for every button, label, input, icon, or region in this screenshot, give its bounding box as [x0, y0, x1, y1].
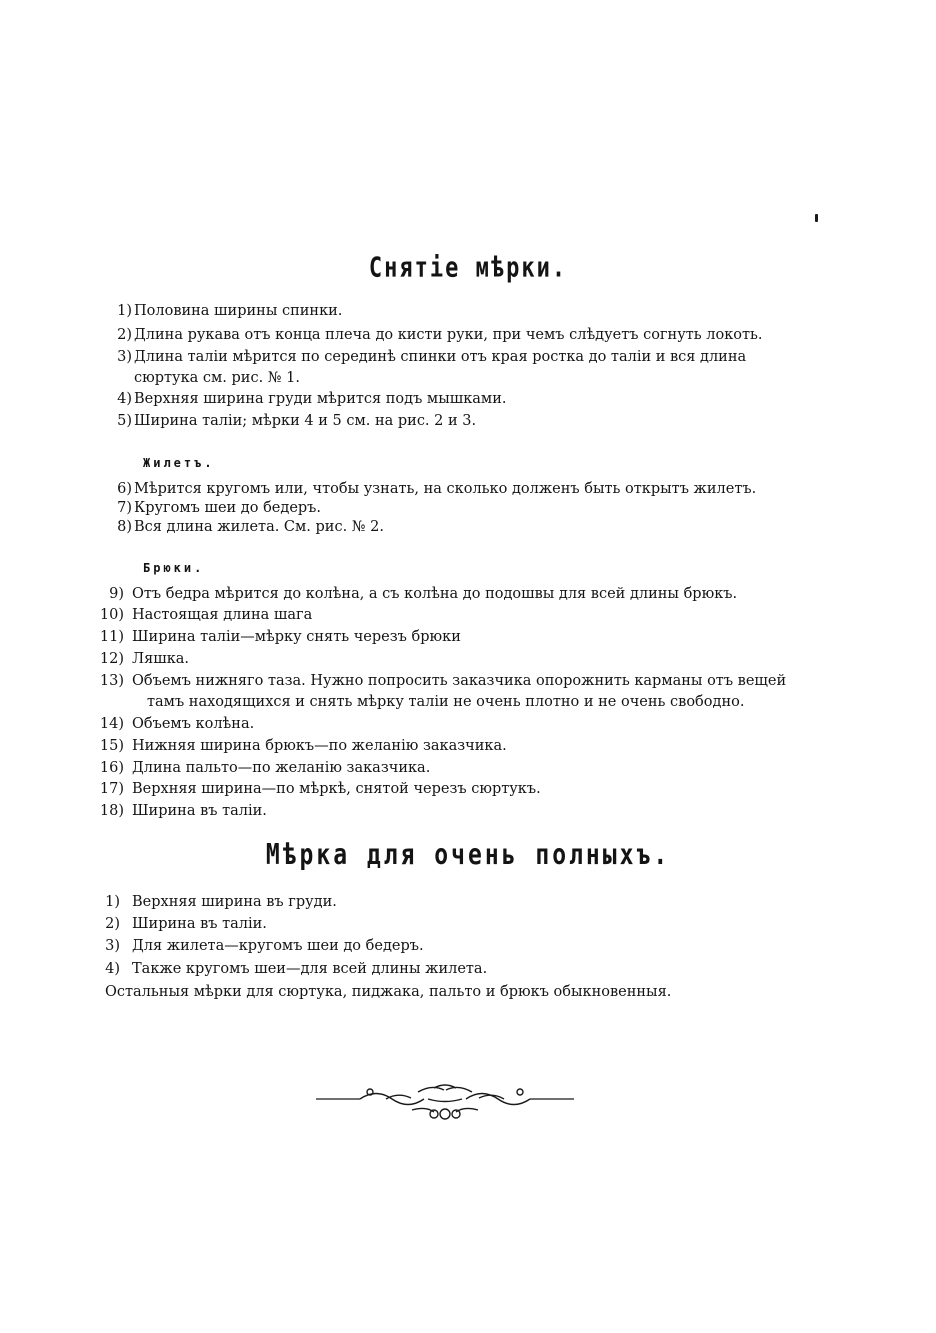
item-text: Вся длина жилета. См. рис. № 2.	[134, 519, 384, 535]
item-text: Ширина таліи; мѣрки 4 и 5 см. на рис. 2 и 3.	[134, 413, 477, 429]
fleuron-divider-icon	[316, 1080, 574, 1128]
item-number: 13)	[99, 673, 124, 689]
item-number: 8)	[117, 519, 132, 535]
item-text: Ляшка.	[132, 651, 190, 667]
item-number: 18)	[99, 803, 124, 819]
item-number: 1)	[105, 894, 120, 910]
item-number: 4)	[117, 391, 132, 407]
item-text: Ширина въ таліи.	[132, 803, 267, 819]
section-heading: Мѣрка для очень полныхъ.	[265, 838, 671, 872]
item-number: 1)	[117, 303, 132, 319]
item-number: 11)	[99, 629, 124, 645]
item-text: Верхняя ширина въ груди.	[132, 894, 337, 910]
item-number: 9)	[109, 586, 124, 602]
item-text: Ширина таліи—мѣрку снять черезъ брюки	[132, 629, 461, 645]
subheading-vest: Жилетъ.	[143, 456, 215, 470]
item-number: 7)	[117, 500, 132, 516]
item-text: сюртука см. рис. № 1.	[134, 370, 300, 386]
item-text: Объемъ нижняго таза. Нужно попросить заказчика опорожнить карманы отъ вещей	[132, 673, 787, 689]
subheading-trousers: Брюки.	[143, 561, 205, 575]
item-number: 15)	[99, 738, 124, 754]
item-text: Половина ширины спинки.	[134, 303, 343, 319]
item-number: 3)	[105, 938, 120, 954]
item-text: Для жилета—кругомъ шеи до бедеръ.	[132, 938, 424, 954]
item-text: Нижняя ширина брюкъ—по желанію заказчика.	[132, 738, 507, 754]
item-text: Объемъ колѣна.	[132, 716, 255, 732]
item-number: 3)	[117, 349, 132, 365]
item-text: Настоящая длина шага	[132, 607, 313, 623]
closing-paragraph: Остальныя мѣрки для сюртука, пиджака, пальто и брюкъ обыкновенныя.	[105, 984, 672, 1000]
item-number: 6)	[117, 481, 132, 497]
item-text: Кругомъ шеи до бедеръ.	[134, 500, 322, 516]
item-text: Длина таліи мѣрится по серединѣ спинки отъ края ростка до таліи и вся длина	[134, 349, 747, 365]
item-text: Верхняя ширина груди мѣрится подъ мышками.	[134, 391, 507, 407]
item-number: 2)	[105, 916, 120, 932]
item-number: 4)	[105, 961, 120, 977]
item-text: Длина пальто—по желанію заказчика.	[132, 760, 431, 776]
item-number: 5)	[117, 413, 132, 429]
item-number: 17)	[99, 781, 124, 797]
item-number: 10)	[99, 607, 124, 623]
item-text: Ширина въ таліи.	[132, 916, 267, 932]
item-text: Мѣрится кругомъ или, чтобы узнать, на сколько долженъ быть открытъ жилетъ.	[134, 481, 757, 497]
page-title: Снятіе мѣрки.	[368, 252, 568, 285]
ink-speck	[815, 214, 818, 222]
item-number: 16)	[99, 760, 124, 776]
item-number: 2)	[117, 327, 132, 343]
item-text: Отъ бедра мѣрится до колѣна, а съ колѣна до подошвы для всей длины брюкъ.	[132, 586, 738, 602]
item-number: 14)	[99, 716, 124, 732]
item-text: Также кругомъ шеи—для всей длины жилета.	[132, 961, 488, 977]
item-text: тамъ находящихся и снять мѣрку таліи не очень плотно и не очень свободно.	[147, 694, 745, 710]
item-number: 12)	[99, 651, 124, 667]
item-text: Верхняя ширина—по мѣркѣ, снятой черезъ сюртукъ.	[132, 781, 541, 797]
item-text: Длина рукава отъ конца плеча до кисти руки, при чемъ слѣдуетъ согнуть локоть.	[134, 327, 763, 343]
